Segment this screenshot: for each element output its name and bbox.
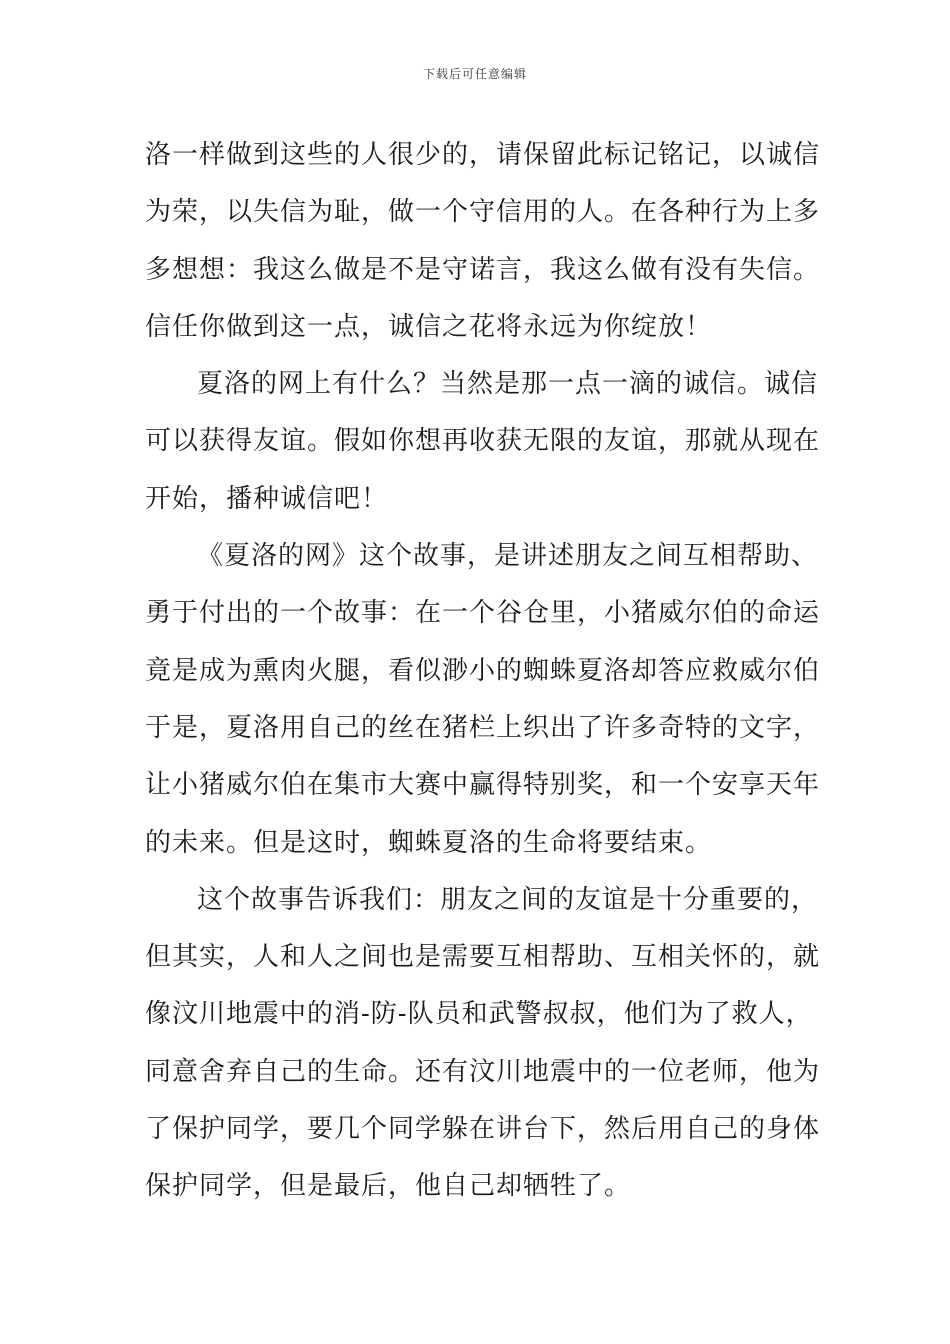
text-line: 可以获得友谊。假如你想再收获无限的友谊，那就从现在: [145, 426, 821, 457]
text-line: 信任你做到这一点，诚信之花将永远为你绽放！: [145, 311, 713, 342]
document-body: [145, 127, 821, 1216]
text-line: 了保护同学，要几个同学躲在讲台下，然后用自己的身体: [145, 1114, 821, 1145]
text-line: 《夏洛的网》这个故事，是讲述朋友之间互相帮助、: [197, 541, 819, 572]
text-line: 夏洛的网上有什么？当然是那一点一滴的诚信。诚信: [197, 369, 819, 400]
text-line: 同意舍弃自己的生命。还有汶川地震中的一位老师，他为: [145, 1056, 821, 1087]
text-line: 于是，夏洛用自己的丝在猪栏上织出了许多奇特的文字，: [145, 712, 821, 743]
text-line: 勇于付出的一个故事：在一个谷仓里，小猪威尔伯的命运: [145, 598, 821, 629]
text-line: 像汶川地震中的消-防-队员和武警叔叔，他们为了救人，: [145, 999, 813, 1030]
text-line: 让小猪威尔伯在集市大赛中赢得特别奖，和一个安享天年: [145, 770, 821, 801]
text-line: 多想想：我这么做是不是守诺言，我这么做有没有失信。: [145, 254, 821, 285]
text-line: 这个故事告诉我们：朋友之间的友谊是十分重要的，: [197, 884, 819, 915]
text-line: 但其实，人和人之间也是需要互相帮助、互相关怀的，就: [145, 942, 821, 973]
text-line: 保护同学，但是最后，他自己却牺牲了。: [145, 1171, 632, 1202]
text-line: 洛一样做到这些的人很少的，请保留此标记铭记，以诚信: [145, 140, 821, 170]
text-line: 竟是成为熏肉火腿，看似渺小的蜘蛛夏洛却答应救威尔伯: [145, 655, 821, 686]
text-line: 的未来。但是这时，蜘蛛夏洛的生命将要结束。: [145, 827, 713, 858]
text-line: 开始，播种诚信吧！: [145, 483, 389, 514]
text-line: 为荣，以失信为耻，做一个守信用的人。在各种行为上多: [145, 197, 821, 228]
header-note: 下载后可任意编辑: [422, 67, 527, 81]
